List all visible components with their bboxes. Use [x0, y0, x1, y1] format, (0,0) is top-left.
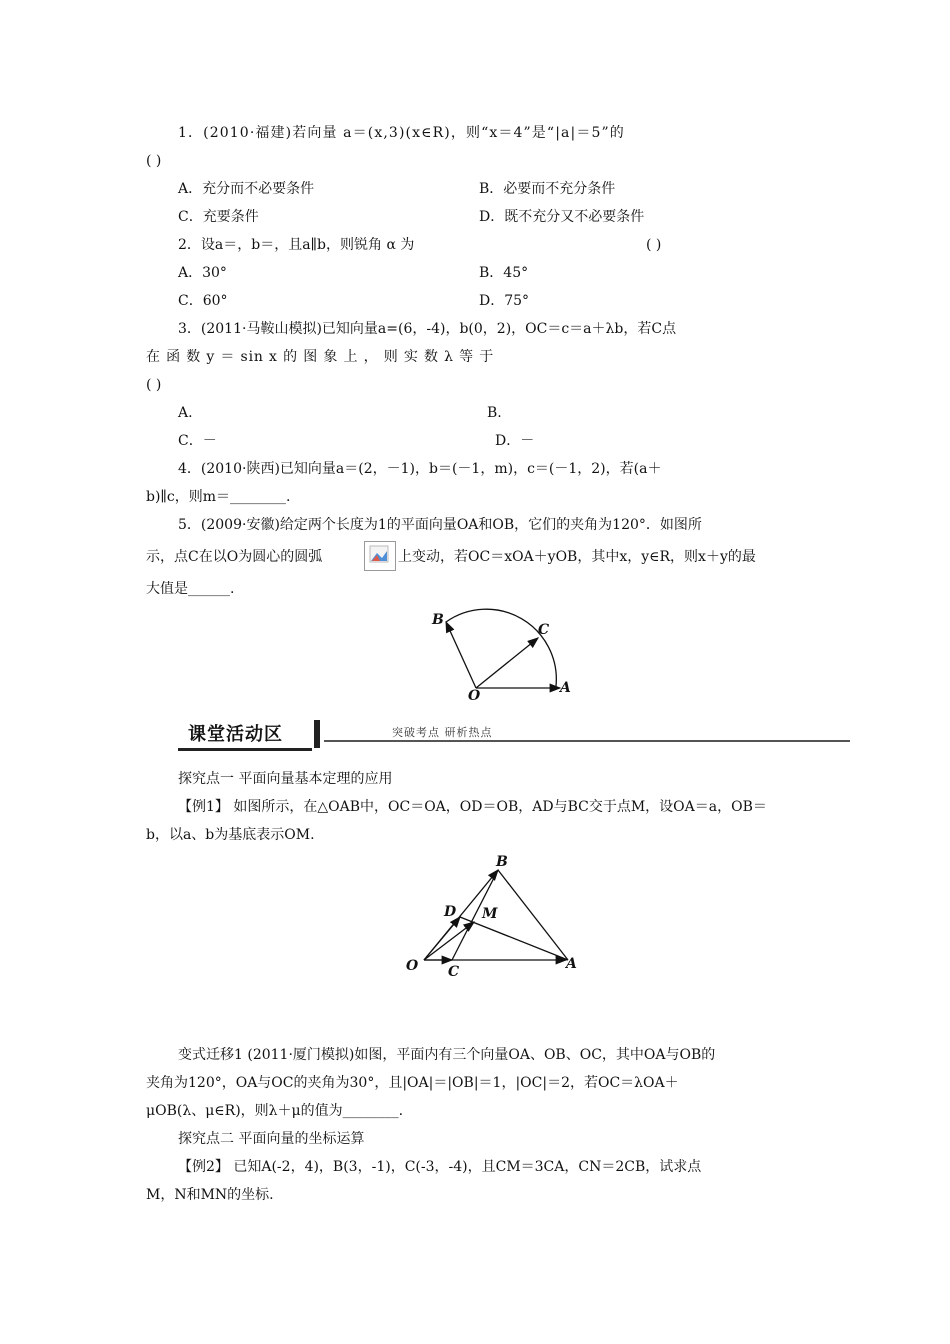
q5-stem-2b: 上变动，若OC＝xOA＋yOB，其中x，y∈R，则x＋y的最: [398, 549, 756, 565]
label-m: M: [482, 906, 498, 922]
q3-option-d: D．－: [495, 433, 535, 449]
vector-om: [424, 922, 474, 960]
q5-stem: 5．(2009·安徽)给定两个长度为1的平面向量OA和OB，它们的夹角为120°．如图所: [178, 517, 702, 533]
banner-bar: [314, 720, 320, 748]
label-b: B: [432, 612, 444, 628]
q3-option-a: A.: [178, 405, 193, 421]
label-a: A: [560, 680, 571, 696]
q1-option-c: C．充要条件: [178, 209, 259, 225]
q2-option-a: A．30°: [178, 265, 227, 281]
q1-stem: 1．(2010·福建)若向量 a＝(x,3)(x∈R)，则“x＝4”是“|a|＝5”的: [178, 125, 625, 141]
variant-1-stem-3: μOB(λ、μ∈R)，则λ＋μ的值为________.: [146, 1103, 404, 1119]
banner-rule: [324, 740, 850, 742]
example-1-stem-2: b，以a、b为基底表示OM.: [146, 827, 315, 843]
q3-stem: 3．(2011·马鞍山模拟)已知向量a=(6，-4)，b(0，2)，OC＝c＝a＋λb，若C点: [178, 321, 677, 337]
q4-stem: 4．(2010·陕西)已知向量a＝(2，－1)，b＝(－1，m)，c＝(－1，2)，若(a＋: [178, 461, 662, 477]
arc-ab: [446, 609, 556, 686]
q5-stem-3: 大值是______.: [146, 581, 235, 597]
label-a: A: [566, 956, 577, 972]
label-c: C: [538, 622, 550, 638]
q5-stem-2a: 示，点C在以O为圆心的圆弧: [146, 549, 323, 565]
q1-option-a: A．充分而不必要条件: [178, 181, 315, 197]
arc-sector-figure: [420, 600, 580, 704]
banner-title: 课堂活动区: [188, 724, 283, 745]
q2-option-b: B．45°: [479, 265, 529, 281]
section-banner: [178, 716, 850, 750]
label-o: O: [468, 688, 481, 704]
q3-option-c: C．－: [178, 433, 217, 449]
label-o: O: [406, 958, 419, 974]
variant-1-stem: 变式迁移1 (2011·厦门模拟)如图，平面内有三个向量OA、OB、OC，其中OA与OB的: [178, 1047, 716, 1063]
label-b: B: [496, 854, 508, 870]
example-2-stem-2: M，N和MN的坐标.: [146, 1187, 274, 1203]
banner-subtitle: 突破考点 研析热点: [392, 726, 493, 739]
q3-option-b: B.: [487, 405, 502, 421]
vector-ob: [446, 622, 476, 688]
triangle-figure: [402, 850, 592, 978]
section-1-heading: 探究点一 平面向量基本定理的应用: [178, 771, 393, 787]
q1-option-b: B．必要而不充分条件: [479, 181, 616, 197]
example-2-stem: 【例2】 已知A(-2，4)，B(3，-1)，C(-3，-4)，且CM＝3CA，CN＝2CB，试求点: [178, 1159, 702, 1175]
q1-paren: ( ): [146, 153, 162, 169]
label-d: D: [444, 904, 457, 920]
example-1-stem: 【例1】 如图所示，在△OAB中，OC＝OA，OD＝OB，AD与BC交于点M，设OA＝a，OB＝: [178, 799, 767, 815]
q1-option-d: D．既不充分又不必要条件: [479, 209, 645, 225]
label-c: C: [448, 964, 460, 978]
q3-paren: ( ): [146, 377, 162, 393]
q3-stem-2: 在 函 数 y ＝ sin x 的 图 象 上 ， 则 实 数 λ 等 于: [146, 349, 495, 365]
q2-option-d: D．75°: [479, 293, 530, 309]
section-2-heading: 探究点二 平面向量的坐标运算: [178, 1131, 365, 1147]
broken-image-icon: [364, 541, 396, 571]
vector-oc: [476, 638, 538, 688]
q4-stem-2: b)∥c，则m＝________.: [146, 489, 291, 505]
q2-option-c: C．60°: [178, 293, 228, 309]
q2-stem: 2．设a＝，b＝，且a∥b，则锐角 α 为: [178, 237, 415, 253]
q2-paren: ( ): [646, 237, 662, 253]
variant-1-stem-2: 夹角为120°，OA与OC的夹角为30°，且|OA|＝|OB|＝1，|OC|＝2，若OC＝λOA＋: [146, 1075, 679, 1091]
